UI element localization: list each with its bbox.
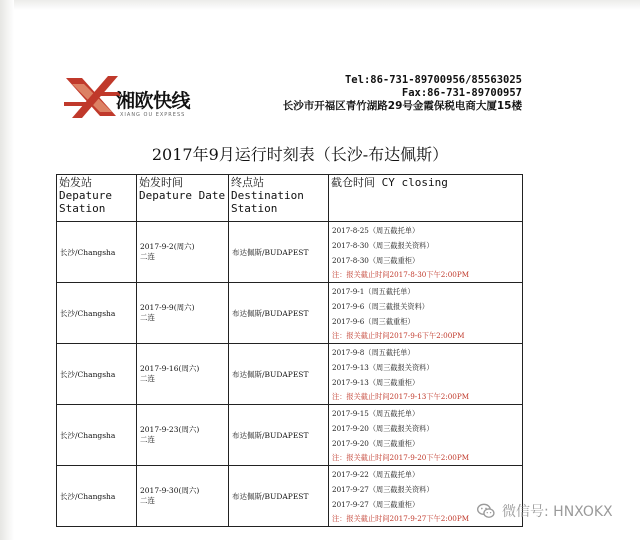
date-text: 2017-9-23(周六) xyxy=(140,425,200,434)
cell-date xyxy=(137,283,229,344)
header-destination: 终点站 Destination Station xyxy=(229,175,329,222)
header-cy-closing: 截仓时间 CY closing xyxy=(329,175,523,222)
wechat-icon xyxy=(476,501,496,521)
logo-subtext: XIANG OU EXPRESS xyxy=(120,112,186,118)
contact-info xyxy=(283,74,522,113)
cy-note: 注：报关截止时间2017-9-6下午2:00PM xyxy=(332,331,465,340)
train-text: 二连 xyxy=(140,313,155,322)
cy-line: 2017-9-13（周三截重柜） xyxy=(332,378,420,387)
wechat-watermark xyxy=(476,498,640,524)
cell-date xyxy=(137,466,229,527)
date-text: 2017-9-30(周六) xyxy=(140,486,200,495)
cy-note: 注：报关截止时间2017-9-27下午2:00PM xyxy=(332,514,470,523)
page-shadow-left xyxy=(0,0,14,540)
contact-tel: Tel:86-731-89700956/85563025 xyxy=(344,74,522,86)
cell-origin: 长沙/Changsha xyxy=(57,405,137,466)
cell-cy-closing xyxy=(329,344,523,405)
logo-text: 湘欧快线 xyxy=(116,90,191,112)
cy-line: 2017-8-25（周五截托单） xyxy=(332,226,420,235)
cy-line: 2017-8-30（周三截重柜） xyxy=(332,256,420,265)
cell-date xyxy=(137,344,229,405)
cell-cy-closing xyxy=(329,405,523,466)
contact-fax: Fax:86-731-89700957 xyxy=(401,87,522,99)
cell-origin: 长沙/Changsha xyxy=(57,222,137,283)
header-departure-date: 始发时间 Depature Date xyxy=(137,175,229,222)
train-text: 二连 xyxy=(140,374,155,383)
watermark-text: 微信号: HNXOKX xyxy=(502,504,613,520)
cy-line: 2017-9-15（周五截托单） xyxy=(332,409,420,418)
cy-line: 2017-9-13（周三截报关资料） xyxy=(332,363,434,372)
cy-line: 2017-8-30（周三截报关资料） xyxy=(332,241,434,250)
table-row xyxy=(57,222,523,283)
table-row xyxy=(57,466,523,527)
cell-origin: 长沙/Changsha xyxy=(57,466,137,527)
logo-x-mark-icon xyxy=(62,72,122,124)
document-title: 2017年9月运行时刻表（长沙-布达佩斯） xyxy=(151,145,449,164)
table-header-row xyxy=(57,175,523,222)
table-row xyxy=(57,405,523,466)
date-text: 2017-9-16(周六) xyxy=(140,364,200,373)
cell-cy-closing xyxy=(329,222,523,283)
cell-destination: 布达佩斯/BUDAPEST xyxy=(229,344,329,405)
date-text: 2017-9-9(周六) xyxy=(140,303,195,312)
schedule-table xyxy=(56,174,523,527)
table-row xyxy=(57,283,523,344)
contact-address: 长沙市开福区青竹湖路29号金霞保税电商大厦15楼 xyxy=(282,100,522,112)
cell-destination: 布达佩斯/BUDAPEST xyxy=(229,283,329,344)
cy-note: 注：报关截止时间2017-8-30下午2:00PM xyxy=(332,270,470,279)
company-logo xyxy=(62,72,222,128)
cell-destination: 布达佩斯/BUDAPEST xyxy=(229,222,329,283)
cy-line: 2017-9-27（周三截重柜） xyxy=(332,500,420,509)
date-text: 2017-9-2(周六) xyxy=(140,242,195,251)
cell-origin: 长沙/Changsha xyxy=(57,344,137,405)
cy-line: 2017-9-6（周三截重柜） xyxy=(332,317,415,326)
train-text: 二连 xyxy=(140,252,155,261)
table-row xyxy=(57,344,523,405)
cy-line: 2017-9-1（周五截托单） xyxy=(332,287,415,296)
train-text: 二连 xyxy=(140,496,155,505)
cell-cy-closing xyxy=(329,283,523,344)
train-text: 二连 xyxy=(140,435,155,444)
cy-line: 2017-9-20（周三截重柜） xyxy=(332,439,420,448)
cell-date xyxy=(137,222,229,283)
cy-line: 2017-9-6（周三截报关资料） xyxy=(332,302,429,311)
cy-line: 2017-9-22（周五截托单） xyxy=(332,470,420,479)
cell-date xyxy=(137,405,229,466)
cy-note: 注：报关截止时间2017-9-13下午2:00PM xyxy=(332,392,470,401)
cy-note: 注：报关截止时间2017-9-20下午2:00PM xyxy=(332,453,470,462)
cell-destination: 布达佩斯/BUDAPEST xyxy=(229,405,329,466)
cell-destination: 布达佩斯/BUDAPEST xyxy=(229,466,329,527)
cell-origin: 长沙/Changsha xyxy=(57,283,137,344)
cy-line: 2017-9-27（周三截报关资料） xyxy=(332,485,434,494)
header-origin: 始发站 Depature Station xyxy=(57,175,137,222)
page-shadow-top xyxy=(0,0,640,10)
cy-line: 2017-9-8（周五截托单） xyxy=(332,348,415,357)
cy-line: 2017-9-20（周三截报关资料） xyxy=(332,424,434,433)
